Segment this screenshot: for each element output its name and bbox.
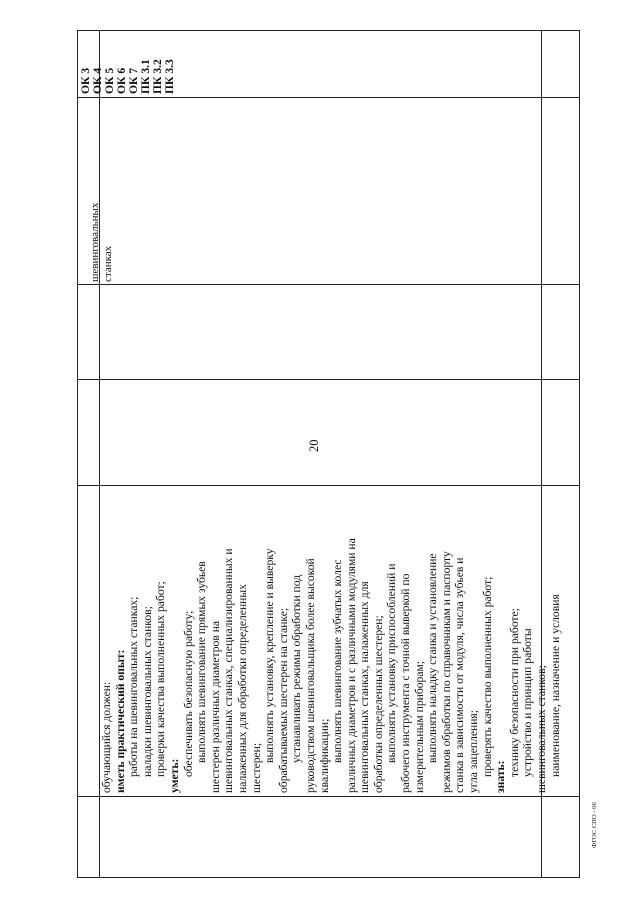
skills-line: различных диаметров и с различными модулями на (344, 538, 358, 793)
codes-cell (80, 32, 176, 94)
skills-line: устройство и принцип работы (521, 628, 535, 777)
competence-code: ПК 3.3 (163, 59, 176, 94)
column-divider-2 (77, 284, 580, 285)
skills-line: знать: (494, 760, 508, 793)
competence-code: ОК 5 (103, 67, 116, 94)
skills-line: выполнять шевингование зубчатых колес (331, 559, 345, 763)
skills-line: выполнять наладку станка и установление (426, 553, 440, 763)
discipline-cell (89, 102, 114, 282)
skills-line: уметь: (167, 758, 181, 793)
skills-line: работы на шевинговальных станках; (127, 596, 141, 777)
column-divider-5 (77, 796, 580, 797)
skills-line: выполнять установку, крепление и выверку (263, 548, 277, 763)
skills-line: станка в зависимости от модуля, числа зубьев и (453, 557, 467, 793)
skills-line: технику безопасности при работе; (507, 608, 521, 777)
skills-line: шестерен различных диаметров на (208, 620, 222, 793)
skills-line: обеспечивать безопасную работу; (181, 610, 195, 777)
discipline-line: шевинговальных (89, 202, 101, 282)
skills-line: налаженных для обработки определенных (235, 584, 249, 793)
skills-line: выполнять установку приспособлений и (385, 563, 399, 763)
column-divider-1 (77, 97, 580, 98)
skills-line: устанавливать режимы обработки под (290, 574, 304, 763)
skills-line: обработки определенных шестерен; (371, 615, 385, 793)
skills-line: проверять качество выполненных работ; (480, 576, 494, 777)
competence-code: ОК 7 (127, 67, 140, 94)
skills-line: обрабатываемых шестерен на станке; (276, 607, 290, 793)
skills-line: шевинговальных станках, специализированных и (222, 548, 236, 793)
skills-cell (100, 488, 562, 793)
competence-code: ПК 3.2 (151, 59, 164, 94)
skills-line: руководством шевинговальщика более высокой (303, 558, 317, 793)
skills-line: обучающийся должен: (100, 681, 113, 793)
table-border-bottom (77, 877, 580, 878)
skills-line: наименование, назначение и условия (548, 594, 562, 777)
competence-code: ОК 3 (79, 67, 92, 94)
discipline-line: станках (101, 245, 114, 282)
skills-line: наладки шевинговальных станков; (140, 606, 154, 777)
skills-line: квалификации; (317, 718, 331, 793)
table-border-right (579, 30, 580, 878)
competence-code: ПК 3.1 (139, 59, 152, 94)
footer-label: ФГОС СПО - 06 (591, 802, 598, 848)
skills-line: шестерен; (249, 742, 263, 793)
skills-line: иметь практический опыт: (113, 649, 127, 793)
skills-line: измерительным приборам; (412, 660, 426, 793)
skills-line: режимов обработки по справочникам и паспорту (439, 551, 453, 793)
skills-line: угла зацепления; (467, 710, 481, 793)
table-border-top (77, 30, 580, 31)
skills-line: проверки качества выполненных работ; (154, 581, 168, 777)
competence-code: ОК 4 (91, 67, 104, 94)
competence-code: ОК 6 (115, 67, 128, 94)
skills-line: выполнять шевингование прямых зубьев (195, 561, 209, 763)
column-divider-4 (77, 485, 580, 486)
skills-line: рабочего инструмента с точной выверкой по (399, 573, 413, 793)
page-number: 20 (307, 439, 321, 452)
skills-line: шевинговальных станков; (535, 665, 548, 793)
table-border-left (77, 30, 78, 878)
skills-line: шевинговальных станках, налаженных для (358, 581, 372, 793)
column-divider-3 (77, 379, 580, 380)
